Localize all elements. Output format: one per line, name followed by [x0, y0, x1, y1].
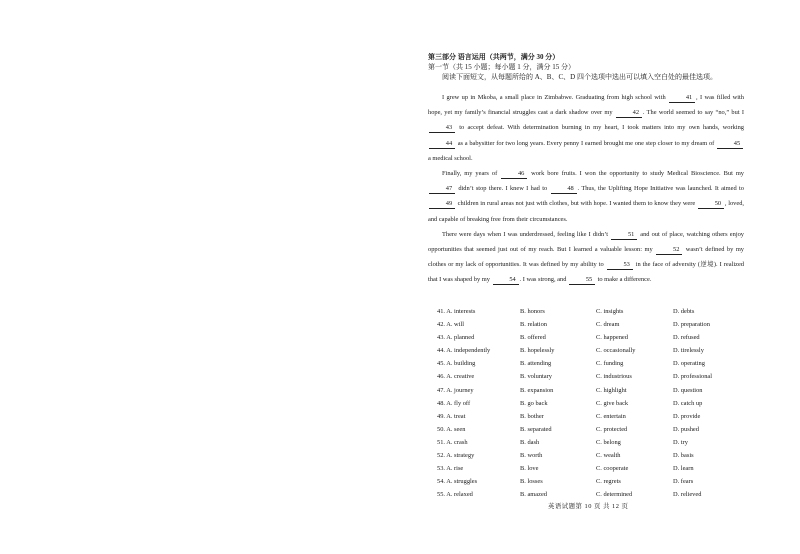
option-d: D. try — [673, 438, 688, 446]
option-a: 50. A. seen — [437, 425, 466, 433]
passage-text: as a babysitter for two long years. Every penny I earned brought me one step closer to my dream of — [456, 139, 716, 147]
passage-text: and out of place, watching others enjoy opportunities that seemed just out of my reach. But I learned a valuable lesson: my — [428, 230, 744, 254]
option-b: B. voluntary — [520, 373, 552, 381]
passage-text: to make a difference. — [596, 276, 652, 284]
option-b: B. bother — [520, 412, 544, 420]
option-b: B. separated — [520, 425, 552, 433]
blank-50: 50 — [698, 200, 724, 209]
passage — [428, 90, 744, 288]
section-subtitle: 第一节（共 15 小题；每小题 1 分，满分 15 分） — [428, 63, 575, 71]
option-a: 55. A. relaxed — [437, 491, 473, 499]
passage-text: work bore fruits. I won the opportunity to study Medical Bioscience. But my — [528, 170, 744, 178]
passage-text: Finally, my years of — [442, 170, 501, 178]
blank-53: 53 — [607, 261, 633, 270]
blank-44: 44 — [429, 140, 455, 149]
passage-text: I grew up in Mkoba, a small place in Zimbabwe. Graduating from high school with — [442, 94, 669, 101]
option-a: 43. A. planned — [437, 334, 475, 342]
passage-text: a medical school. — [428, 154, 473, 162]
option-b: B. honors — [520, 308, 545, 315]
blank-43: 43 — [429, 124, 455, 133]
option-b: B. go back — [520, 399, 548, 407]
option-c: C. cooperate — [596, 465, 629, 473]
section-title: 第三部分 语言运用（共两节，满分 30 分） — [428, 53, 560, 61]
page-footer: 英语试题第 10 页 共 12 页 — [548, 503, 629, 510]
option-d: D. refused — [673, 334, 700, 342]
option-a: 46. A. creative — [437, 373, 475, 381]
option-c: C. insights — [596, 308, 624, 315]
option-c: C. highlight — [596, 386, 627, 394]
option-d: D. tirelessly — [673, 347, 704, 355]
blank-45: 45 — [717, 140, 743, 149]
option-d: D. basis — [673, 452, 694, 460]
section-instruction: 阅读下面短文，从每题所给的 A、B、C、D 四个选项中选出可以填入空白处的最佳选项。 — [442, 73, 717, 81]
option-b: B. amazed — [520, 491, 547, 499]
option-b: B. attending — [520, 360, 552, 368]
option-row — [437, 357, 757, 370]
option-c: C. belong — [596, 438, 621, 446]
passage-text: . I was strong, and — [519, 276, 569, 284]
option-c: C. give back — [596, 399, 629, 407]
passage-text: wasn’t defined by my clothes or my lack of opportunities. It was defined by my ability to — [428, 246, 744, 269]
passage-text: . The world seemed to say “no,” but I — [642, 109, 745, 117]
passage-text: , loved, and capable of breaking free from their circumstances. — [428, 200, 744, 223]
passage-paragraph — [428, 166, 744, 227]
option-a: 51. A. crash — [437, 438, 468, 446]
option-row — [437, 384, 757, 397]
option-d: D. fears — [673, 478, 694, 486]
option-a: 45. A. building — [437, 360, 476, 368]
option-row — [437, 475, 757, 488]
passage-paragraph — [428, 90, 744, 166]
option-row — [437, 305, 757, 318]
option-d: D. learn — [673, 465, 694, 473]
option-d: D. relieved — [673, 491, 702, 499]
blank-51: 51 — [611, 231, 637, 240]
option-c: C. occasionally — [596, 347, 636, 355]
option-row — [437, 318, 757, 331]
blank-54: 54 — [493, 276, 519, 285]
blank-52: 52 — [656, 246, 682, 255]
option-a: 48. A. fly off — [437, 399, 471, 407]
option-c: C. determined — [596, 491, 633, 499]
option-row — [437, 436, 757, 449]
section-column — [428, 52, 744, 288]
blank-46: 46 — [501, 170, 527, 179]
option-a: 52. A. strategy — [437, 452, 475, 460]
passage-text: in the face of adversity (逆境). I realized that I was shaped by my — [428, 261, 744, 284]
option-d: D. operating — [673, 360, 705, 368]
option-d: D. preparation — [673, 321, 710, 329]
option-row — [437, 449, 757, 462]
option-b: B. relation — [520, 321, 547, 329]
option-b: B. expansion — [520, 386, 554, 394]
option-a: 54. A. struggles — [437, 478, 478, 486]
blank-49: 49 — [429, 200, 455, 209]
option-a: 44. A. independently — [437, 347, 491, 355]
option-row — [437, 344, 757, 357]
passage-text: children in rural areas not just with clothes, but with hope. I wanted them to know they were — [456, 200, 697, 208]
passage-text: . Thus, the Uplifting Hope Initiative was launched. It aimed to — [577, 185, 744, 193]
option-b: B. dash — [520, 438, 540, 446]
option-d: D. professional — [673, 373, 713, 381]
passage-text: , I was filled with hope, yet my family’s financial struggles cast a dark shadow over my — [428, 94, 744, 117]
option-d: D. pushed — [673, 425, 699, 433]
option-c: C. happened — [596, 334, 628, 342]
option-b: B. offered — [520, 334, 546, 342]
option-c: C. protected — [596, 425, 628, 433]
option-b: B. worth — [520, 452, 543, 460]
option-a: 42. A. will — [437, 321, 464, 329]
option-c: C. regrets — [596, 478, 621, 486]
option-a: 47. A. journey — [437, 386, 474, 394]
option-row — [437, 397, 757, 410]
option-a: 41. A. interests — [437, 308, 476, 315]
option-c: C. industrious — [596, 373, 632, 381]
option-c: C. entertain — [596, 412, 626, 420]
option-c: C. funding — [596, 360, 624, 368]
blank-41: 41 — [669, 94, 695, 103]
blank-48: 48 — [551, 185, 577, 194]
option-c: C. dream — [596, 321, 620, 329]
option-a: 53. A. rise — [437, 465, 464, 473]
option-d: D. debts — [673, 308, 695, 315]
blank-47: 47 — [429, 185, 455, 194]
blank-42: 42 — [616, 109, 642, 118]
options-list — [437, 305, 757, 501]
option-d: D. question — [673, 386, 703, 394]
passage-text: There were days when I was underdressed, feeling like I didn’t — [442, 230, 611, 238]
passage-paragraph — [428, 227, 744, 288]
passage-text: to accept defeat. With determination burning in my heart, I took matters into my own hands, working — [456, 124, 744, 132]
option-c: C. wealth — [596, 452, 621, 460]
option-row — [437, 462, 757, 475]
option-d: D. catch up — [673, 399, 703, 407]
passage-text: didn’t stop there. I knew I had to — [456, 185, 550, 193]
option-d: D. provide — [673, 412, 701, 420]
option-row — [437, 370, 757, 383]
option-row — [437, 331, 757, 344]
option-b: B. love — [520, 465, 539, 473]
option-row — [437, 423, 757, 436]
option-a: 49. A. treat — [437, 412, 466, 420]
option-row — [437, 488, 757, 501]
option-row — [437, 410, 757, 423]
blank-55: 55 — [569, 276, 595, 285]
option-b: B. hopelessly — [520, 347, 555, 355]
option-b: B. losses — [520, 478, 543, 486]
